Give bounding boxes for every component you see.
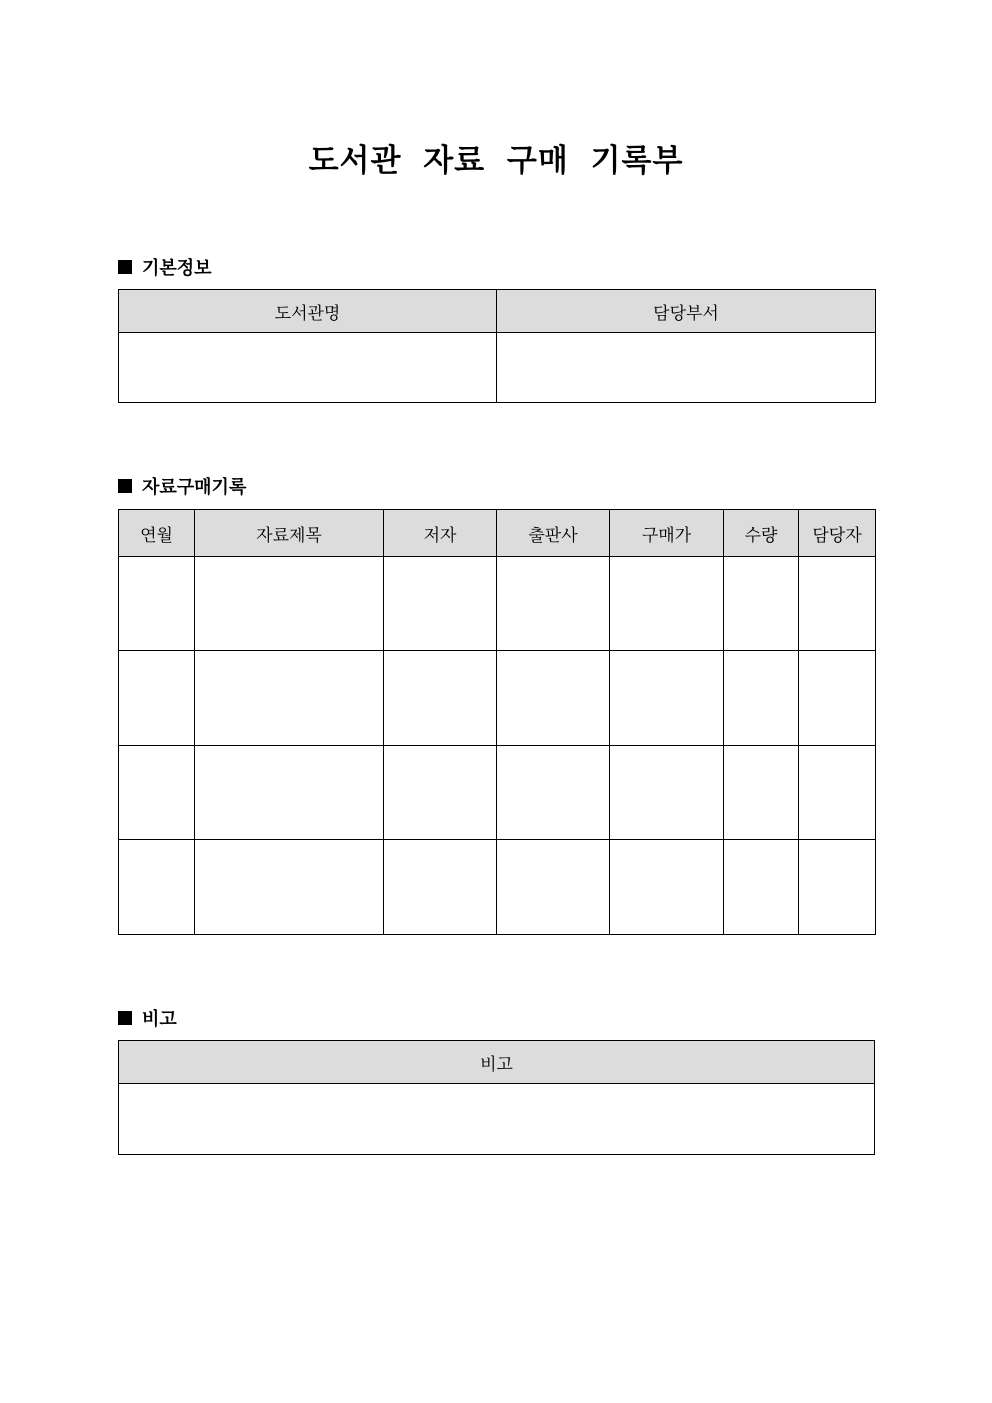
author-cell[interactable]	[384, 651, 497, 746]
section-heading-basic	[118, 254, 212, 280]
title-cell[interactable]	[195, 840, 384, 935]
author-cell[interactable]	[384, 840, 497, 935]
purchase-record-table	[118, 509, 876, 935]
column-header-department: 담당부서	[497, 290, 876, 333]
section-heading-purchase	[118, 473, 246, 499]
table-row	[119, 651, 876, 746]
column-header-manager: 담당자	[799, 510, 876, 557]
manager-cell[interactable]	[799, 840, 876, 935]
quantity-cell[interactable]	[724, 651, 799, 746]
title-cell[interactable]	[195, 746, 384, 840]
document-title: 도서관 자료 구매 기록부	[308, 143, 684, 179]
column-header-publisher: 출판사	[497, 510, 610, 557]
black-square-icon	[118, 479, 132, 493]
year-month-cell[interactable]	[119, 840, 195, 935]
remarks-field[interactable]	[119, 1084, 875, 1155]
title-cell[interactable]	[195, 651, 384, 746]
publisher-cell[interactable]	[497, 746, 610, 840]
column-header-year-month: 연월	[119, 510, 195, 557]
quantity-cell[interactable]	[724, 746, 799, 840]
black-square-icon	[118, 260, 132, 274]
library-name-field[interactable]	[119, 333, 497, 403]
publisher-cell[interactable]	[497, 651, 610, 746]
year-month-cell[interactable]	[119, 557, 195, 651]
quantity-cell[interactable]	[724, 840, 799, 935]
table-row	[119, 557, 876, 651]
price-cell[interactable]	[610, 651, 724, 746]
basic-info-table	[118, 289, 876, 403]
price-cell[interactable]	[610, 557, 724, 651]
table-row	[119, 840, 876, 935]
manager-cell[interactable]	[799, 557, 876, 651]
publisher-cell[interactable]	[497, 557, 610, 651]
column-header-author: 저자	[384, 510, 497, 557]
column-header-library-name: 도서관명	[119, 290, 497, 333]
year-month-cell[interactable]	[119, 746, 195, 840]
quantity-cell[interactable]	[724, 557, 799, 651]
table-row	[119, 746, 876, 840]
manager-cell[interactable]	[799, 651, 876, 746]
black-square-icon	[118, 1011, 132, 1025]
remarks-table	[118, 1040, 875, 1155]
department-field[interactable]	[497, 333, 876, 403]
column-header-title: 자료제목	[195, 510, 384, 557]
year-month-cell[interactable]	[119, 651, 195, 746]
column-header-price: 구매가	[610, 510, 724, 557]
column-header-remarks: 비고	[119, 1041, 875, 1084]
author-cell[interactable]	[384, 746, 497, 840]
publisher-cell[interactable]	[497, 840, 610, 935]
manager-cell[interactable]	[799, 746, 876, 840]
section-heading-remarks	[118, 1005, 177, 1031]
section-heading-remarks-label: 비고	[142, 1009, 177, 1030]
section-heading-purchase-label: 자료구매기록	[142, 477, 247, 498]
title-cell[interactable]	[195, 557, 384, 651]
column-header-quantity: 수량	[724, 510, 799, 557]
author-cell[interactable]	[384, 557, 497, 651]
price-cell[interactable]	[610, 746, 724, 840]
section-heading-basic-label: 기본정보	[142, 258, 212, 279]
price-cell[interactable]	[610, 840, 724, 935]
